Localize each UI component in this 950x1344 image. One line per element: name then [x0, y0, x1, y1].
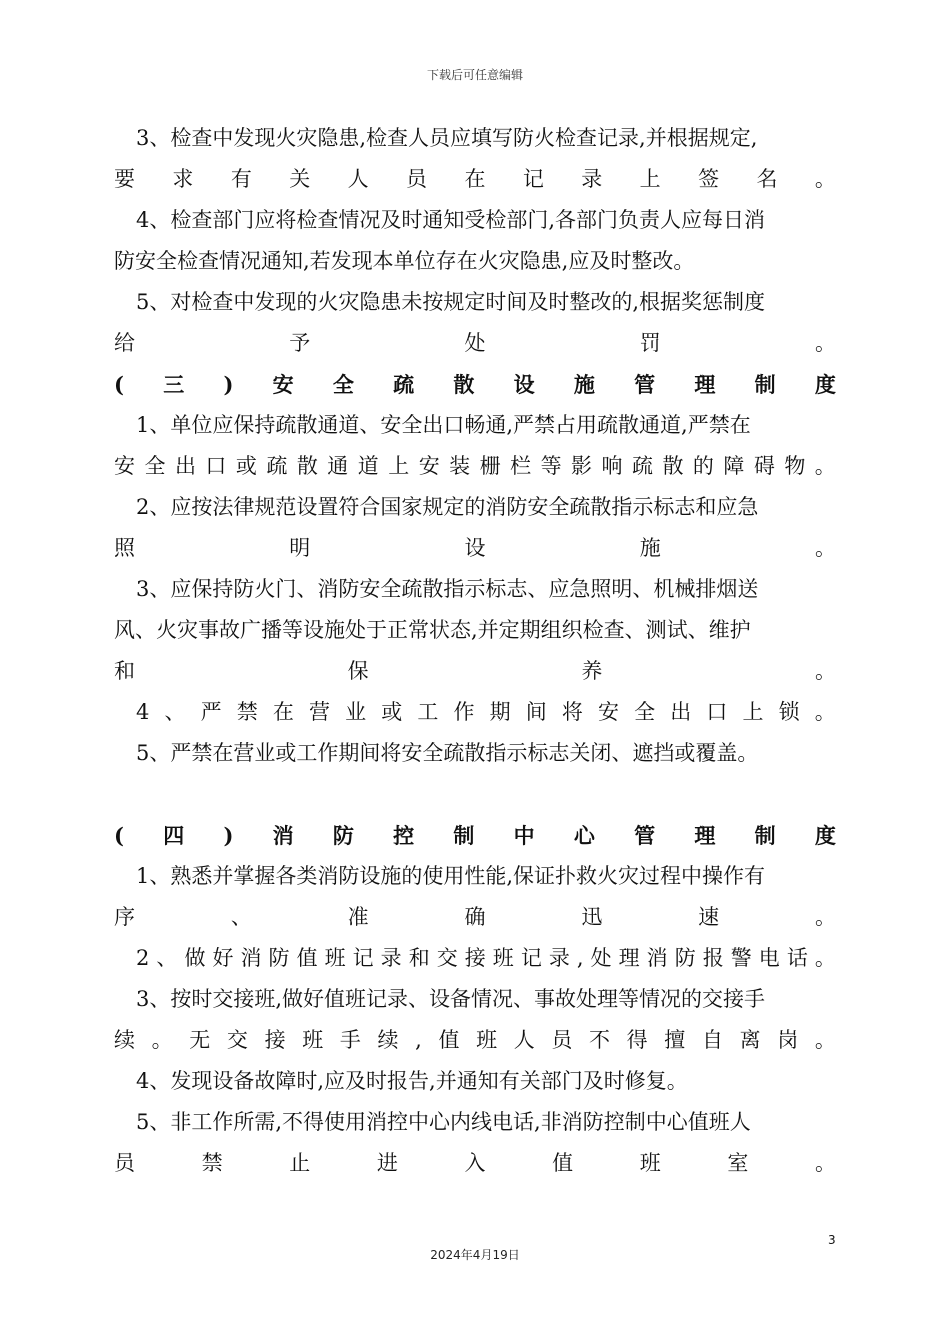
text-line: 序 、 准 确 迅 速 。 — [114, 905, 836, 929]
page-number: 3 — [828, 1233, 836, 1247]
text-line: 安 全 出 口 或 疏 散 通 道 上 安 装 栅 栏 等 影 响 疏 散 的 障 碍 物 。 — [114, 454, 836, 478]
text-line: 4、检查部门应将检查情况及时通知受检部门,各部门负责人应每日消 — [136, 208, 766, 232]
page-header: 下载后可任意编辑 — [426, 68, 523, 82]
text-line: 5、非工作所需,不得使用消控中心内线电话,非消防控制中心值班人 — [136, 1110, 751, 1134]
text-line: 4 、 严 禁 在 营 业 或 工 作 期 间 将 安 全 出 口 上 锁 。 — [136, 700, 836, 724]
section-heading: ( 三 ) 安 全 疏 散 设 施 管 理 制 度 — [114, 372, 836, 397]
blank-line — [114, 774, 836, 815]
text-line: 3、应保持防火门、消防安全疏散指示标志、应急照明、机械排烟送 — [136, 577, 759, 601]
text-line: 3、按时交接班,做好值班记录、设备情况、事故处理等情况的交接手 — [136, 987, 766, 1011]
text-line: 和 保 养 。 — [114, 659, 836, 683]
text-line: 5、严禁在营业或工作期间将安全疏散指示标志关闭、遮挡或覆盖。 — [136, 741, 759, 765]
text-line: 续 。 无 交 接 班 手 续 , 值 班 人 员 不 得 擅 自 离 岗 。 — [114, 1028, 836, 1052]
text-line: 5、对检查中发现的火灾隐患未按规定时间及时整改的,根据奖惩制度 — [136, 290, 766, 314]
text-line: 1、单位应保持疏散通道、安全出口畅通,严禁占用疏散通道,严禁在 — [136, 413, 751, 437]
section-heading: ( 四 ) 消 防 控 制 中 心 管 理 制 度 — [114, 823, 836, 848]
text-line: 风、火灾事故广播等设施处于正常状态,并定期组织检查、测试、维护 — [114, 618, 751, 642]
text-line: 3、检查中发现火灾隐患,检查人员应填写防火检查记录,并根据规定, — [136, 126, 758, 150]
document-body — [114, 118, 836, 1184]
text-line: 4、发现设备故障时,应及时报告,并通知有关部门及时修复。 — [136, 1069, 688, 1093]
text-line: 给 予 处 罚 。 — [114, 331, 836, 355]
text-line: 1、熟悉并掌握各类消防设施的使用性能,保证扑救火灾过程中操作有 — [136, 864, 766, 888]
text-line: 2、应按法律规范设置符合国家规定的消防安全疏散指示标志和应急 — [136, 495, 759, 519]
text-line: 防安全检查情况通知,若发现本单位存在火灾隐患,应及时整改。 — [114, 249, 695, 273]
text-line: 要 求 有 关 人 员 在 记 录 上 签 名 。 — [114, 167, 836, 191]
text-line: 2 、 做 好 消 防 值 班 记 录 和 交 接 班 记 录 , 处 理 消 防 报 警 电 话 。 — [136, 946, 836, 970]
footer-date: 2024年4月19日 — [430, 1248, 520, 1262]
text-line: 照 明 设 施 。 — [114, 536, 836, 560]
text-line: 员 禁 止 进 入 值 班 室 。 — [114, 1151, 836, 1175]
